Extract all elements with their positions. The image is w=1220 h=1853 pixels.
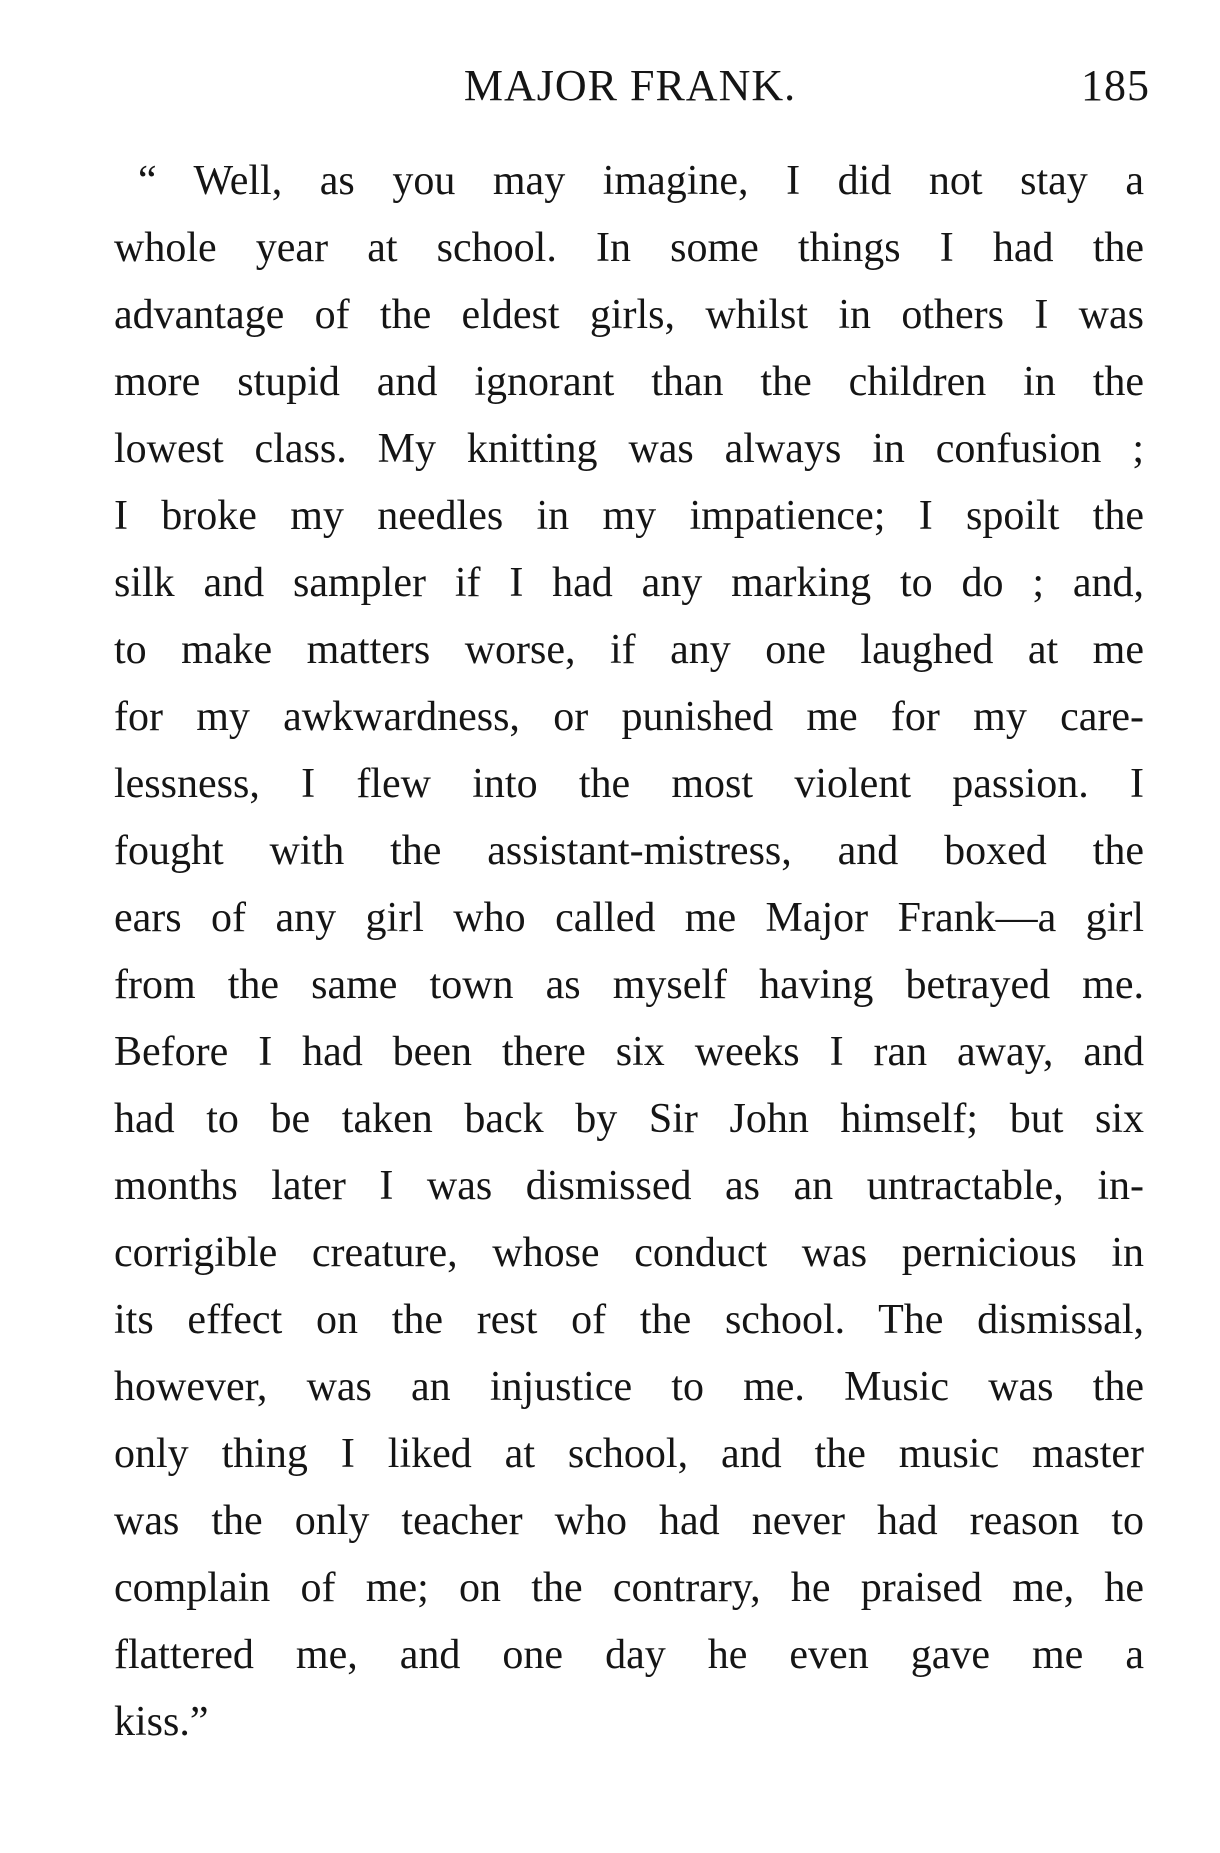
page-number: 185 — [1081, 61, 1150, 110]
text-line: months later I was dismissed as an untractable, in- — [114, 1163, 1144, 1209]
text-line: ears of any girl who called me Major Frank—a girl — [114, 895, 1144, 941]
text-line: fought with the assistant-mistress, and boxed the — [114, 828, 1144, 874]
text-line: lowest class. My knitting was always in confusion ; — [114, 426, 1144, 472]
text-line: only thing I liked at school, and the music master — [114, 1431, 1144, 1477]
text-line: whole year at school. In some things I had the — [114, 225, 1144, 271]
text-line: kiss.” — [114, 1699, 209, 1745]
text-line: however, was an injustice to me. Music was the — [114, 1364, 1144, 1410]
text-line: from the same town as myself having betrayed me. — [114, 962, 1144, 1008]
text-line: silk and sampler if I had any marking to do ; and, — [114, 560, 1144, 606]
text-line: lessness, I flew into the most violent passion. I — [114, 761, 1144, 807]
text-line: I broke my needles in my impatience; I spoilt the — [114, 493, 1144, 539]
text-line: to make matters worse, if any one laughed at me — [114, 627, 1144, 673]
running-title: MAJOR FRANK. — [463, 61, 797, 110]
text-line: advantage of the eldest girls, whilst in others I was — [114, 292, 1144, 338]
text-line: flattered me, and one day he even gave me a — [114, 1632, 1144, 1678]
text-line: corrigible creature, whose conduct was pernicious in — [114, 1230, 1144, 1276]
body-paragraph — [114, 148, 1144, 1756]
running-head — [110, 60, 1150, 120]
text-line: was the only teacher who had never had reason to — [114, 1498, 1144, 1544]
text-line: its effect on the rest of the school. The dismissal, — [114, 1297, 1144, 1343]
text-line: complain of me; on the contrary, he praised me, he — [114, 1565, 1144, 1611]
text-line: more stupid and ignorant than the children in the — [114, 359, 1144, 405]
text-line: “ Well, as you may imagine, I did not stay a — [138, 158, 1144, 204]
text-line: for my awkwardness, or punished me for my care- — [114, 694, 1144, 740]
text-line: had to be taken back by Sir John himself; but six — [114, 1096, 1144, 1142]
text-line: Before I had been there six weeks I ran away, and — [114, 1029, 1144, 1075]
